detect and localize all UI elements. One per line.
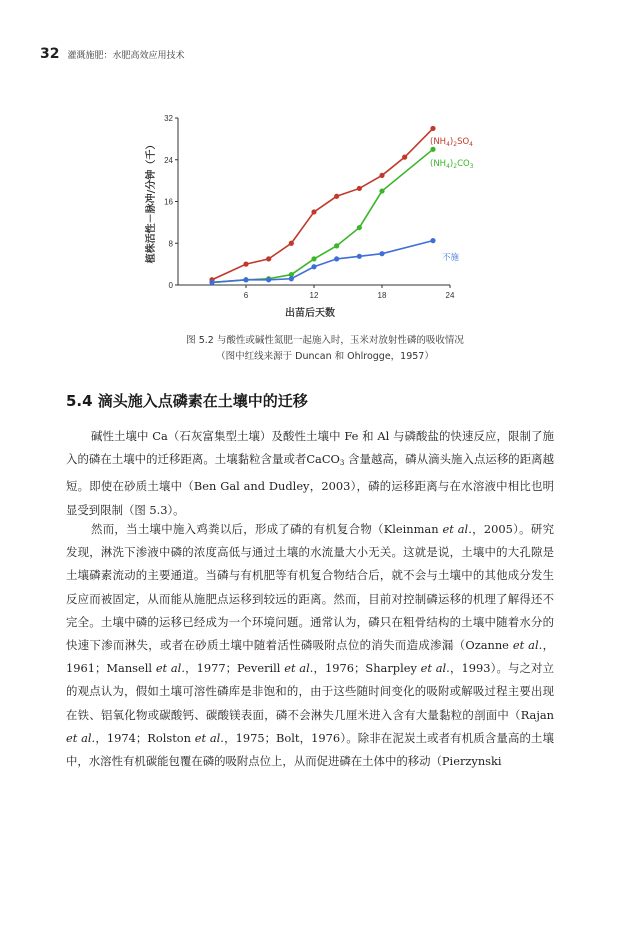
y-axis-label: 植株活性－脉冲/分钟（千） (146, 139, 157, 264)
series-label (430, 159, 474, 170)
paragraph-2-text-e: ，1976；Sharpley (313, 661, 421, 676)
paragraph-1 (66, 425, 554, 522)
et-al: et al. (155, 661, 185, 676)
subscript-3: 3 (339, 459, 345, 468)
paragraph-2-text-d: ，1977；Peverill (184, 661, 285, 676)
data-point (311, 264, 316, 269)
series-label-part: ) (449, 137, 454, 147)
series-label (430, 137, 473, 148)
data-point (243, 262, 248, 267)
et-al: et al. (442, 522, 472, 536)
x-tick-label: 24 (445, 291, 455, 300)
y-tick-label: 16 (164, 197, 173, 207)
chart-series (209, 126, 473, 285)
data-point (379, 173, 384, 178)
et-al: et al. (512, 638, 543, 653)
data-point (289, 276, 294, 281)
data-point (334, 194, 339, 199)
figure-caption-line2: （图中红线来源于 Duncan 和 Ohlrogge，1957） (216, 351, 434, 362)
series-label-part: 4 (446, 141, 450, 148)
data-point (266, 256, 271, 261)
data-point (430, 147, 435, 152)
series-label: 不施 (442, 253, 460, 263)
series-line (212, 241, 433, 283)
data-point (430, 238, 435, 243)
data-point (266, 277, 271, 282)
data-point (311, 256, 316, 261)
section-title: 5.4 滴头施入点磷素在土壤中的迁移 (66, 392, 308, 410)
paragraph-2-text-g: ，1974；Rolston (95, 730, 195, 745)
data-point (379, 188, 384, 193)
paragraph-1-text-a: 碱性土壤中 Ca（石灰富集型土壤）及酸性土壤中 Fe 和 Al 与磷酸盐的快速反应，限制了施入的磷在土壤中的迁移距离。土壤黏粒含量或者CaCO (66, 429, 554, 467)
series-label-part: 4 (446, 163, 450, 170)
data-point (334, 256, 339, 261)
y-tick-label: 24 (164, 155, 173, 165)
paragraph-2-text-f: ，1993）。与之对立的观点认为，假如土壤可溶性磷库是非饱和的，由于这些随时间变化的吸附或解吸过程主要出现在铁、铝氧化物或碳酸钙、碳酸镁表面，磷不会淋失几厘米进入含有大量黏粒的剖面中（Rajan (66, 661, 554, 722)
series-label-part: 4 (469, 141, 473, 148)
series-label-part: (NH (430, 137, 447, 147)
paragraph-2-text-b: ，2005）。研究发现，淋洗下渗液中磷的浓度高低与通过土壤的水流量大小无关。这就是说，土壤中的大孔隙是土壤磷素流动的主要通道。当磷与有机肥等有机复合物结合后，就不会与土壤中的其他成分发生反应而被固定，从而能从施肥点运移到较远的距离。然而，目前对控制磷运移的机理了解得还不完全。土壤中磷的运移已经成为一个环境问题。通常认为，磷只在粗骨结构的土壤中随着水分的快速下渗而淋失，或者在砂质土壤中随着活性磷吸附点位的消失而造成渗漏（Ozanne (66, 522, 554, 653)
data-point (357, 186, 362, 191)
x-tick-label: 12 (309, 291, 319, 300)
y-tick-label: 8 (168, 239, 173, 249)
series-line (212, 128, 433, 279)
data-point (243, 277, 248, 282)
paragraph-2 (66, 518, 554, 773)
series-label-part: 2 (453, 141, 458, 148)
running-title: 灌溉施肥：水肥高效应用技术 (67, 51, 185, 61)
et-al: et al. (66, 730, 96, 745)
data-point (209, 280, 214, 285)
paragraph-2-text-c: ，1961；Mansell (66, 638, 554, 676)
chart-axes (144, 114, 458, 319)
y-tick-label: 0 (168, 281, 173, 290)
paragraph-2-text-h: ，1975；Bolt，1976）。除非在泥炭土或者有机质含量高的土壤中，水溶性有机碳能包覆在磷的吸附点位上，从而促进磷在土体中的移动（Pierzynski (66, 730, 555, 769)
data-point (379, 251, 384, 256)
data-point (289, 241, 294, 246)
series-label-part: 2 (453, 163, 458, 170)
paragraph-1-text-b: 含量越高，磷从滴头施入点运移的距离越短。即使在砂质土壤中（Ben Gal and Dudley，2003），磷的运移距离与在水溶液中相比也明显受到限制（图 5.3）。 (66, 452, 555, 517)
page-number: 32 (40, 46, 60, 62)
data-point (357, 254, 362, 259)
y-tick-label: 32 (164, 114, 173, 123)
paragraph-2-text-a: 然而，当土壤中施入鸡粪以后，形成了磷的有机复合物（Kleinman (91, 522, 443, 536)
x-axis-label: 出苗后天数 (285, 308, 335, 319)
line-chart (0, 0, 634, 330)
et-al: et al. (420, 661, 450, 676)
data-point (357, 225, 362, 230)
figure-caption-line1: 图 5.2 与酸性或碱性氮肥一起施入时，玉米对放射性磷的吸收情况 (186, 335, 464, 346)
et-al: et al. (194, 730, 224, 745)
series-label-part: SO (457, 137, 470, 147)
data-point (402, 155, 407, 160)
data-point (334, 243, 339, 248)
series-label-part: CO (457, 159, 470, 169)
series-label-part: ) (449, 159, 454, 169)
data-point (311, 209, 316, 214)
data-point (430, 126, 435, 131)
x-tick-label: 18 (377, 291, 387, 300)
x-tick-label: 6 (243, 291, 249, 300)
et-al: et al. (284, 661, 314, 676)
series-label-part: 3 (469, 163, 474, 170)
series-label-part: (NH (430, 159, 447, 169)
